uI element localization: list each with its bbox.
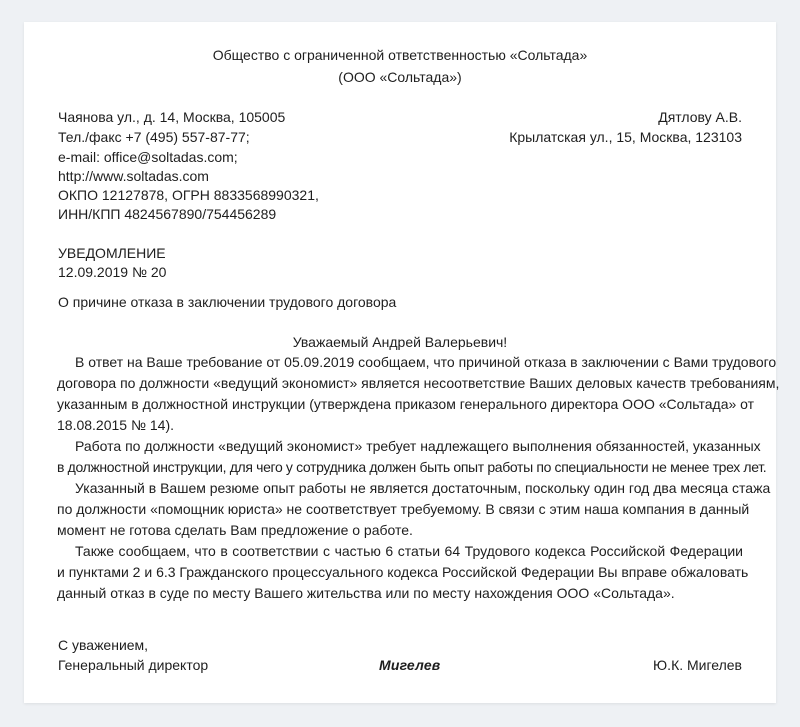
doc-date-number: 12.09.2019 № 20	[58, 264, 167, 280]
body-line: данный отказ в суде по месту Вашего жительства или по месту нахождения ООО «Сольтада».	[57, 585, 675, 601]
body-line: Указанный в Вашем резюме опыт работы не является достаточным, поскольку один год два месяца стажа	[75, 480, 771, 496]
recipient-name: Дятлову А.В.	[658, 109, 742, 125]
sender-email: e-mail: office@soltadas.com;	[58, 149, 238, 165]
sender-phone: Тел./факс +7 (495) 557-87-77;	[58, 129, 250, 145]
doc-type: УВЕДОМЛЕНИЕ	[58, 245, 166, 261]
body-line: В ответ на Ваше требование от 05.09.2019 сообщаем, что причиной отказа в заключении с Вами трудового	[75, 354, 777, 370]
body-line: 18.08.2015 № 14).	[57, 417, 174, 433]
body-line: договора по должности «ведущий экономист» является несоответствие Ваших деловых качеств требованиям,	[57, 375, 780, 391]
letter-sheet	[24, 22, 780, 703]
recipient-address: Крылатская ул., 15, Москва, 123103	[509, 129, 742, 145]
body-line: указанным в должностной инструкции (утверждена приказом генерального директора ООО «Сольтада» от	[57, 396, 755, 412]
salutation: Уважаемый Андрей Валерьевич!	[292, 334, 508, 350]
body-line: момент не готова сделать Вам предложение о работе.	[57, 522, 413, 538]
body-line: и пунктами 2 и 6.3 Гражданского процессуального кодекса Российской Федерации Вы вправе обжаловать	[57, 564, 749, 580]
doc-subject: О причине отказа в заключении трудового договора	[58, 294, 397, 310]
sender-inn: ИНН/КПП 4824567890/754456289	[58, 206, 277, 222]
signer-position: Генеральный директор	[58, 657, 209, 673]
body-line: Также сообщаем, что в соответствии с частью 6 статьи 64 Трудового кодекса Российской Федерации	[75, 543, 743, 559]
body-line: в должностной инструкции, для чего у сотрудника должен быть опыт работы по специальности не менее трех лет.	[57, 459, 767, 475]
closing-regards: С уважением,	[58, 637, 149, 653]
signer-name: Ю.К. Мигелев	[653, 657, 742, 673]
sender-website: http://www.soltadas.com	[58, 168, 209, 184]
body-line: по должности «помощник юриста» не соответствует требуемому. В связи с этим наша компания в данный	[57, 501, 750, 517]
sender-address: Чаянова ул., д. 14, Москва, 105005	[58, 109, 286, 125]
signature: Мигелев	[379, 657, 441, 673]
org-short-name: (ООО «Сольтада»)	[338, 69, 462, 85]
body-line: Работа по должности «ведущий экономист» требует надлежащего выполнения обязанностей, указанных	[75, 438, 761, 454]
sender-okpo: ОКПО 12127878, ОГРН 8833568990321,	[58, 187, 319, 203]
org-full-name: Общество с ограниченной ответственностью «Сольтада»	[212, 47, 588, 63]
